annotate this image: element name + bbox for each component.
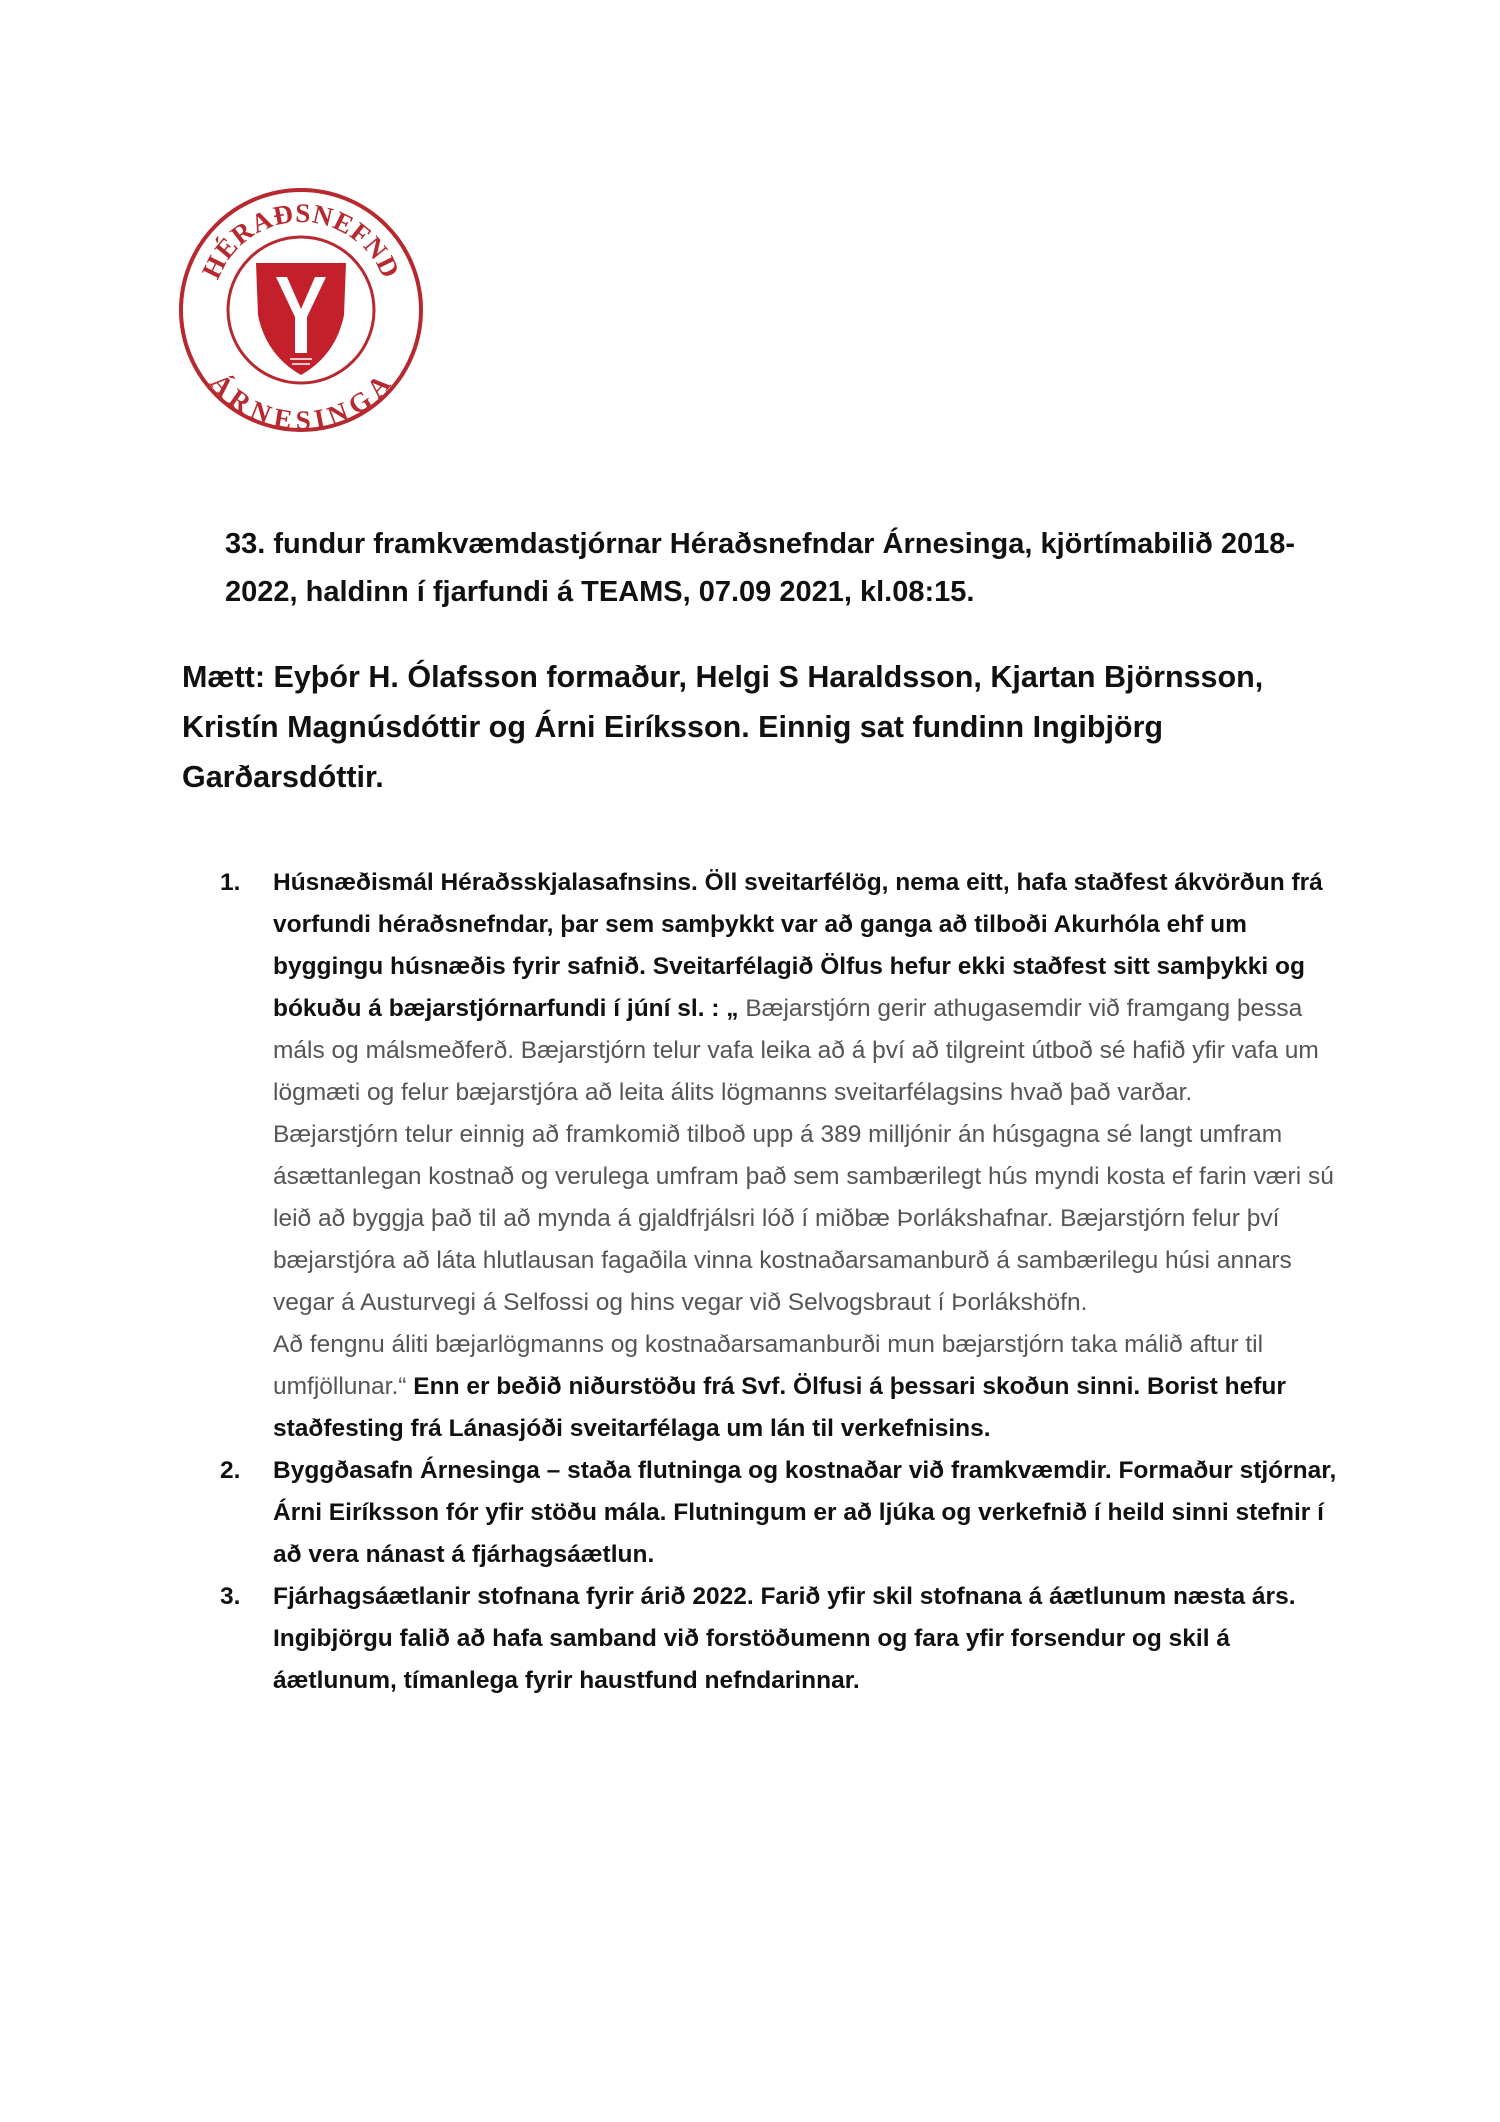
council-quote [273, 995, 1345, 1400]
agenda-item-intro: Húsnæðismál Héraðsskjalasafnsins. Öll sveitarfélög, nema eitt, hafa staðfest ákvörðun frá vorfundi héraðsnefndar, þar sem samþykkt var að ganga að tilboði Akurhóla ehf um byggingu húsnæðis fyrir safnið. Sveitarfélagið Ölfus hefur ekki staðfest sitt samþykki og bókuðu á bæjarstjórnarfundi í júní sl. : „ [273, 869, 1323, 1022]
agenda-item-number: 1. [220, 869, 241, 896]
quote-paragraph: Að fengnu áliti bæjarlögmanns og kostnaðarsamanburði mun bæjarstjórn taka málið aftur til umfjöllunar.“ [273, 1331, 1264, 1400]
logo-bottom-text: ÁRNESINGA [204, 367, 398, 435]
agenda-list [220, 862, 1345, 1702]
quote-paragraph: Bæjarstjórn telur einnig að framkomið tilboð upp á 389 milljónir án húsgagna sé langt umfram ásættanlegan kostnað og verulega umfram það sem sambærilegt hús myndi kosta ef farin væri sú leið að byggja það til að mynda á gjaldfrjálsri lóð í miðbæ Þorlákshafnar. Bæjarstjórn felur því bæjarstjóra að láta hlutlausan fagaðila vinna kostnaðarsamanburð á sambærilegu húsi annars vegar á Austurvegi á Selfossi og hins vegar við Selvogsbraut í Þorlákshöfn. [273, 1121, 1334, 1316]
agenda-item [220, 862, 1345, 1450]
agenda-item [220, 1576, 1345, 1702]
logo-top-text: HÉRAÐSNEFND [195, 197, 407, 284]
agenda-item-number: 2. [220, 1457, 241, 1484]
logo-seal [176, 185, 426, 435]
heradsnefnd-logo [176, 185, 426, 435]
agenda-item [220, 1450, 1345, 1576]
attendees: Mætt: Eyþór H. Ólafsson formaður, Helgi S Haraldsson, Kjartan Björnsson, Kristín Magnúsdóttir og Árni Eiríksson. Einnig sat fundinn Ingibjörg Garðarsdóttir. [182, 660, 1264, 794]
meeting-title: 33. fundur framkvæmdastjórnar Héraðsnefndar Árnesinga, kjörtímabilið 2018-2022, haldinn í fjarfundi á TEAMS, 07.09 2021, kl.08:15. [225, 528, 1296, 608]
agenda-item-intro: Byggðasafn Árnesinga – staða flutninga og kostnaðar við framkvæmdir. Formaður stjórnar, Árni Eiríksson fór yfir stöðu mála. Flutningum er að ljúka og verkefnið í heild sinni stefnir í að vera nánast á fjárhagsáætlun. [273, 1457, 1337, 1568]
agenda-item-outro: Enn er beðið niðurstöðu frá Svf. Ölfusi á þessari skoðun sinni. Borist hefur staðfesting frá Lánasjóði sveitarfélaga um lán til verkefnisins. [273, 1373, 1286, 1442]
agenda-item-number: 3. [220, 1583, 241, 1610]
quote-paragraph: Bæjarstjórn gerir athugasemdir við framgang þessa máls og málsmeðferð. Bæjarstjórn telur vafa leika að á því að tilgreint útboð sé hafið yfir vafa um lögmæti og felur bæjarstjóra að leita álits lögmanns sveitarfélagsins hvað það varðar. [273, 995, 1319, 1106]
agenda-item-intro: Fjárhagsáætlanir stofnana fyrir árið 2022. Farið yfir skil stofnana á áætlunum næsta árs. Ingibjörgu falið að hafa samband við forstöðumenn og fara yfir forsendur og skil á áætlunum, tímanlega fyrir haustfund nefndarinnar. [273, 1583, 1296, 1694]
